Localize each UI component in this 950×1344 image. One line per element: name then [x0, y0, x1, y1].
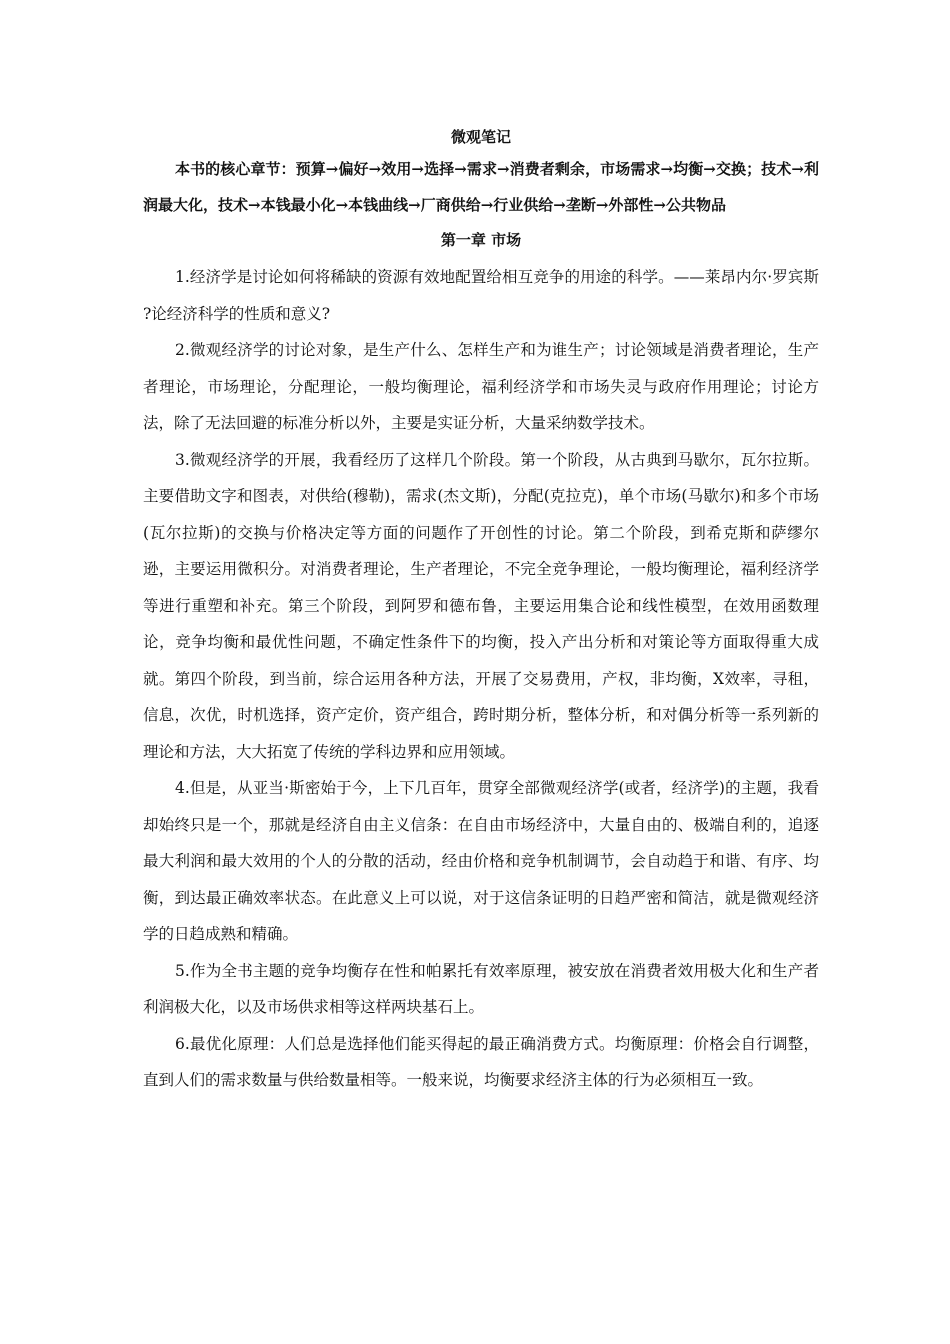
paragraph-2: 2.微观经济学的讨论对象，是生产什么、怎样生产和为谁生产；讨论领域是消费者理论，生产者理论，市场理论，分配理论，一般均衡理论，福利经济学和市场失灵与政府作用理论；讨论方法，除了无法回避的标准分析以外，主要是实证分析，大量采纳数学技术。	[143, 341, 819, 432]
document-body	[143, 123, 819, 1099]
core-chapters-summary: 本书的核心章节：预算→偏好→效用→选择→需求→消费者剩余，市场需求→均衡→交换；技术→利润最大化，技术→本钱最小化→本钱曲线→厂商供给→行业供给→垄断→外部性→公共物品	[143, 160, 819, 214]
paragraph-6: 6.最优化原理：人们总是选择他们能买得起的最正确消费方式。均衡原理：价格会自行调整，直到人们的需求数量与供给数量相等。一般来说，均衡要求经济主体的行为必须相互一致。	[143, 1034, 819, 1089]
chapter-title: 第一章 市场	[440, 231, 522, 249]
paragraph-3: 3.微观经济学的开展，我看经历了这样几个阶段。第一个阶段，从古典到马歇尔，瓦尔拉斯。主要借助文字和图表，对供给(穆勒)，需求(杰文斯)，分配(克拉克)，单个市场(马歇尔)和多个市场(瓦尔拉斯)的交换与价格决定等方面的问题作了开创性的讨论。第二个阶段，到希克斯和萨缪尔逊，主要运用微积分。对消费者理论，生产者理论，不完全竞争理论，一般均衡理论，福利经济学等进行重塑和补充。第三个阶段，到阿罗和德布鲁，主要运用集合论和线性模型，在效用函数理论，竞争均衡和最优性问题，不确定性条件下的均衡，投入产出分析和对策论等方面取得重大成就。第四个阶段，到当前，综合运用各种方法，开展了交易费用，产权，非均衡，X效率，寻租，信息，次优，时机选择，资产定价，资产组合，跨时期分析，整体分析，和对偶分析等一系列新的理论和方法，大大拓宽了传统的学科边界和应用领域。	[143, 450, 819, 761]
document-title: 微观笔记	[450, 128, 511, 146]
paragraph-1: 1.经济学是讨论如何将稀缺的资源有效地配置给相互竞争的用途的科学。——莱昂内尔·罗宾斯 ?论经济科学的性质和意义?	[143, 268, 819, 323]
paragraph-4: 4.但是，从亚当·斯密始于今，上下几百年，贯穿全部微观经济学(或者，经济学)的主题，我看却始终只是一个，那就是经济自由主义信条：在自由市场经济中，大量自由的、极端自利的，追逐最大利润和最大效用的个人的分散的活动，经由价格和竞争机制调节，会自动趋于和谐、有序、均衡，到达最正确效率状态。在此意义上可以说，对于这信条证明的日趋严密和简洁，就是微观经济学的日趋成熟和精确。	[143, 779, 819, 943]
paragraph-5: 5.作为全书主题的竞争均衡存在性和帕累托有效率原理，被安放在消费者效用极大化和生产者利润极大化，以及市场供求相等这样两块基石上。	[143, 961, 819, 1016]
